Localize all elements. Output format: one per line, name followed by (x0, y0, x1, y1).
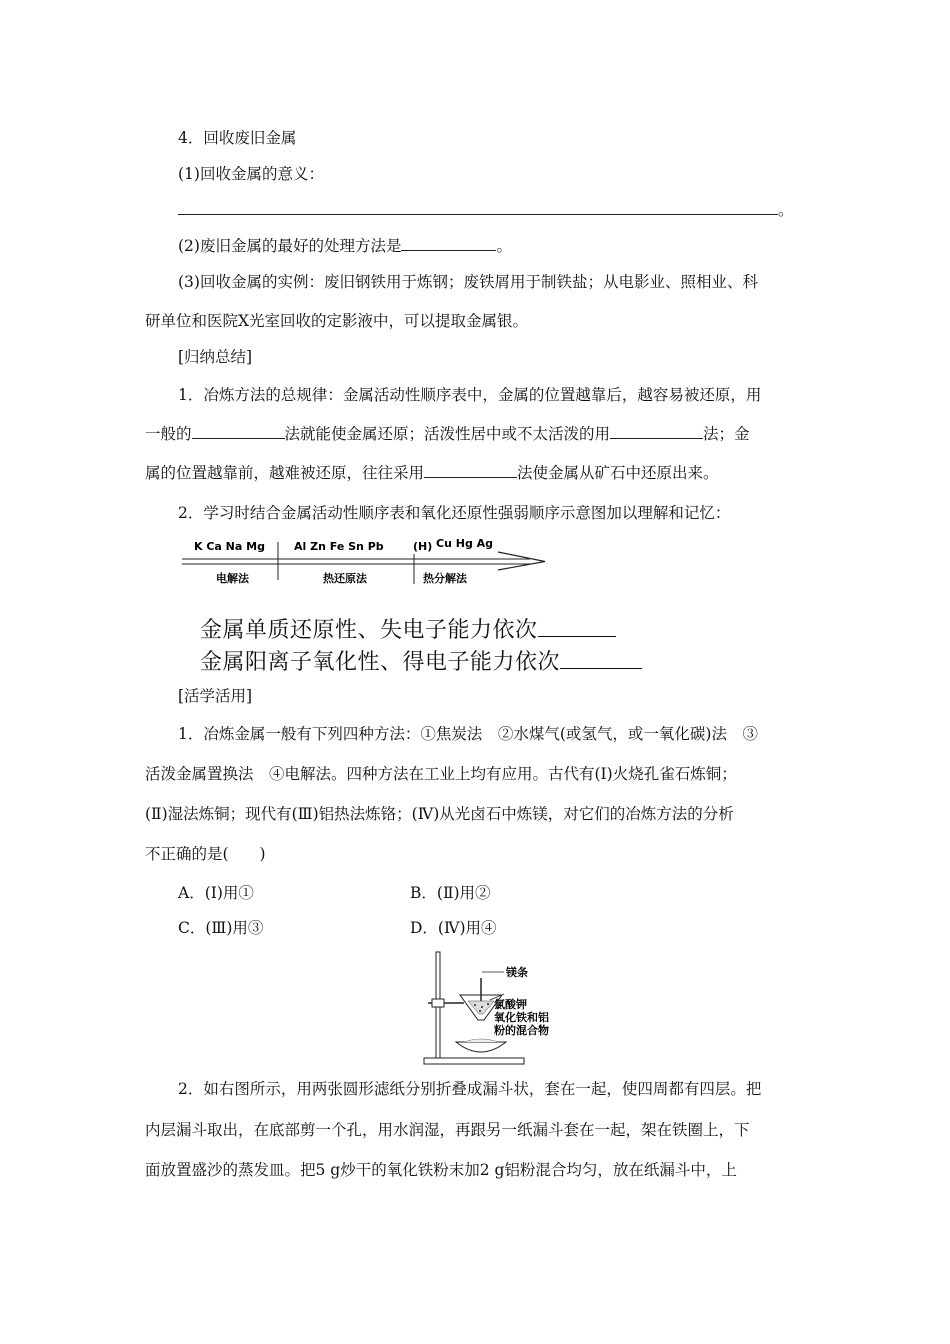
reducibility-line: 金属单质还原性、失电子能力依次 (200, 613, 616, 644)
answer-blank (401, 236, 496, 251)
question-1-line-2: 活泼金属置换法 ④电解法。四种方法在工业上均有应用。古代有(Ⅰ)火烧孔雀石炼铜； (145, 765, 737, 783)
answer-blank (610, 424, 703, 439)
item-3-line-2: 研单位和医院X光室回收的定影液中，可以提取金属银。 (145, 312, 529, 330)
summary-heading: [归纳总结] (178, 348, 253, 366)
label-kclo3: 氯酸钾 (494, 998, 527, 1011)
option-b[interactable]: B．(Ⅱ)用② (410, 884, 491, 902)
method-label-3: 热分解法 (423, 572, 467, 585)
metal-group-1: K Ca Na Mg (194, 540, 265, 553)
item-1-answer-line: 。 (178, 200, 794, 220)
oxidizability-line: 金属阳离子氧化性、得电子能力依次 (200, 645, 642, 676)
label-mixture-2: 粉的混合物 (494, 1024, 549, 1037)
method-label-1: 电解法 (216, 572, 249, 585)
summary-p1-line-1: 1．冶炼方法的总规律：金属活动性顺序表中，金属的位置越靠后，越容易被还原，用 (178, 386, 762, 404)
practice-heading: [活学活用] (178, 687, 253, 705)
activity-series-diagram (180, 532, 550, 592)
evaporating-dish-icon (456, 1042, 506, 1052)
item-3-line-1: (3)回收金属的实例：废旧钢铁用于炼钢；废铁屑用于制铁盐；从电影业、照相业、科 (178, 273, 758, 291)
answer-blank (560, 650, 642, 669)
summary-p2: 2．学习时结合金属活动性顺序表和氧化还原性强弱顺序示意图加以理解和记忆： (178, 504, 731, 522)
label-mixture-1: 氧化铁和铝 (494, 1011, 549, 1024)
summary-p1-line-2: 一般的 法就能使金属还原；活泼性居中或不太活泼的用 法；金 (145, 425, 750, 443)
question-2-line-2: 内层漏斗取出，在底部剪一个孔，用水润湿，再跟另一纸漏斗套在一起，架在铁圈上，下 (145, 1121, 750, 1139)
item-2: (2)废旧金属的最好的处理方法是 。 (178, 237, 512, 255)
thermite-apparatus-figure (420, 950, 570, 1070)
answer-blank (424, 463, 517, 478)
section-heading: 4．回收废旧金属 (178, 129, 297, 147)
question-1-line-3: (Ⅱ)湿法炼铜；现代有(Ⅲ)铝热法炼铬；(Ⅳ)从光卤石中炼镁，对它们的冶炼方法的分析 (145, 805, 734, 823)
question-2-line-3: 面放置盛沙的蒸发皿。把5 g炒干的氧化铁粉末加2 g铝粉混合均匀，放在纸漏斗中，上 (145, 1161, 737, 1179)
answer-blank (192, 424, 285, 439)
option-a[interactable]: A．(Ⅰ)用① (178, 884, 254, 902)
stand-base (424, 1058, 524, 1064)
metal-group-3: (H) (413, 540, 433, 553)
metal-group-2: Al Zn Fe Sn Pb (294, 540, 384, 553)
label-magnesium: 镁条 (506, 966, 528, 979)
answer-blank (178, 200, 778, 215)
arrow-head-icon (498, 552, 545, 570)
answer-blank (538, 618, 616, 637)
sand (464, 1039, 498, 1042)
option-c[interactable]: C．(Ⅲ)用③ (178, 919, 264, 937)
question-2-line-1: 2．如右图所示，用两张圆形滤纸分别折叠成漏斗状，套在一起，使四周都有四层。把 (178, 1080, 762, 1098)
clamp-block (432, 999, 444, 1007)
metal-group-4: Cu Hg Ag (436, 537, 494, 550)
method-label-2: 热还原法 (323, 572, 367, 585)
option-d[interactable]: D．(Ⅳ)用④ (410, 919, 497, 937)
summary-p1-line-3: 属的位置越靠前，越难被还原，往往采用 法使金属从矿石中还原出来。 (145, 464, 719, 482)
question-1-line-4: 不正确的是( ) (145, 845, 266, 863)
item-1: (1)回收金属的意义： (178, 165, 324, 183)
question-1-line-1: 1．冶炼金属一般有下列四种方法：①焦炭法 ②水煤气(或氢气，或一氧化碳)法 ③ (178, 725, 758, 743)
